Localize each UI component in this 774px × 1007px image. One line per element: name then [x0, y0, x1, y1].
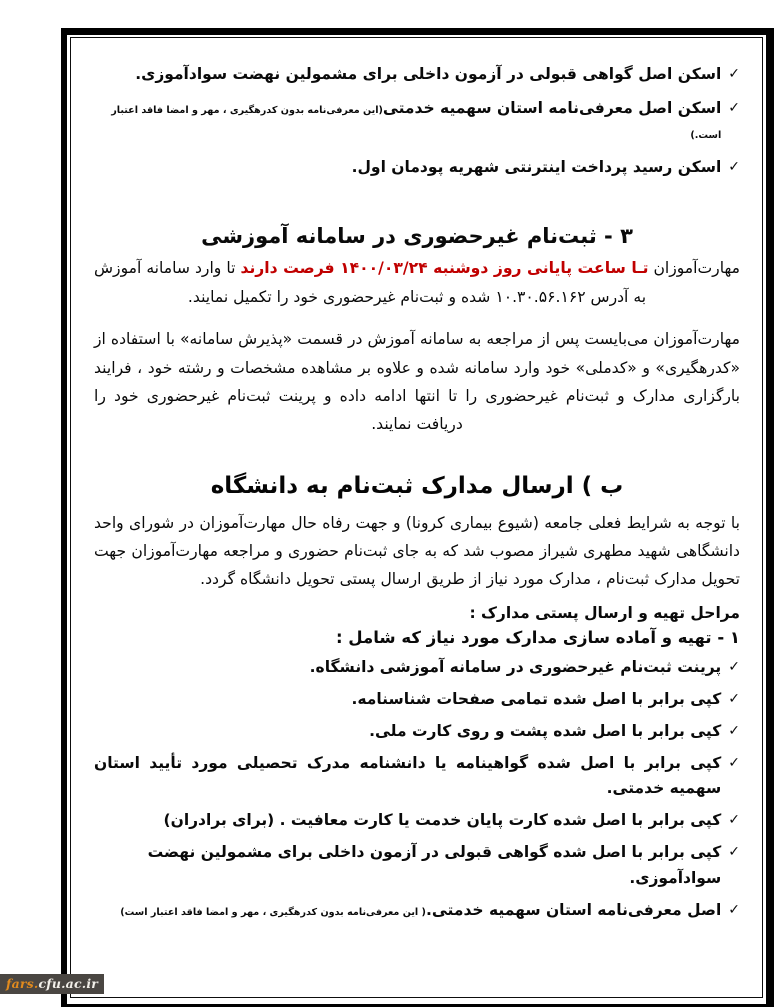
para1-part1: مهارت‌آموزان: [648, 259, 740, 278]
check-icon: ✓: [728, 812, 740, 829]
list-item-text: کپی برابر با اصل شده گواهینامه یا دانشنامه مدرک تحصیلی مورد تأیید استان سهمیه خدمتی.: [94, 754, 722, 798]
top-scan-requirements-list: [94, 62, 740, 180]
check-icon: ✓: [728, 690, 740, 707]
list-item: [94, 687, 740, 712]
list-item: [94, 808, 740, 833]
check-icon: ✓: [728, 658, 740, 675]
section-3-paragraph-2-block: [94, 325, 740, 439]
section-b-heading: ب ) ارسال مدارک ثبت‌نام به دانشگاه: [210, 472, 624, 499]
section-b-sub-heading: مراحل تهیه و ارسال پستی مدارک :: [469, 603, 740, 622]
list-item: [94, 655, 740, 680]
section-3-paragraph-1-block: [94, 254, 740, 311]
section-3-paragraph-1: [94, 254, 740, 311]
list-item-text: کپی برابر با اصل شده تمامی صفحات شناسنامه.: [351, 689, 722, 708]
scan-edge-right: [766, 28, 774, 1007]
watermark-prefix: fars.: [6, 976, 39, 991]
list-item: [94, 751, 740, 801]
list-item-text: اسکن اصل معرفی‌نامه استان سهمیه خدمتی(این معرفی‌نامه بدون کدرهگیری ، مهر و امضا فاقد اعتبار است.): [111, 99, 722, 142]
check-icon: ✓: [728, 901, 740, 918]
scan-edge-left: [61, 28, 67, 1007]
list-item-note: ( این معرفی‌نامه بدون کدرهگیری ، مهر و امضا فاقد اعتبار است): [120, 906, 426, 918]
section-3-heading: ۳ - ثبت‌نام غیرحضوری در سامانه آموزشی: [201, 224, 633, 249]
list-item: [94, 155, 740, 180]
list-item-text: اسکن اصل گواهی قبولی در آزمون داخلی برای مشمولین نهضت سوادآموزی.: [135, 65, 722, 83]
scan-edge-top: [61, 28, 774, 35]
check-icon: ✓: [728, 844, 740, 861]
list-item-text: کپی برابر با اصل شده کارت پایان خدمت یا کارت معافیت . (برای برادران): [163, 811, 722, 830]
check-icon: ✓: [728, 100, 740, 117]
section-3-paragraph-2: مهارت‌آموزان می‌بایست پس از مراجعه به سامانه آموزش در قسمت «پذیرش سامانه» با استفاده از «کدرهگیری» و «کدملی» خود وارد سامانه شده و علاوه بر مشاهده مشخصات و رشته خود ، فرایند بارگزاری مدارک و ثبت‌نام غیرحضوری را تا انتها ادامه داده و پرینت ثبت‌نام غیرحضوری خود را دریافت نمایند.: [94, 330, 740, 434]
para1-part2: تا وارد سامانه آموزش به آدرس ۱۰.۳۰.۵۶.۱۶۲ شده و ثبت‌نام غیرحضوری خود را تکمیل نمایند.: [94, 259, 647, 306]
check-icon: ✓: [728, 755, 740, 772]
site-watermark: [0, 974, 104, 994]
deadline-highlight: تـا ساعت پایانی روز دوشنبه ۱۴۰۰/۰۳/۲۴ فرصت دارند: [240, 259, 649, 278]
section-b-paragraph: با توجه به شرایط فعلی جامعه (شیوع بیماری کرونا) و جهت رفاه حال مهارت‌آموزان در شورای واحد دانشگاهی شهید مطهری شیراز مصوب شد که به جای ثبت‌نام حضوری و مراجعه مهارت‌آموزان جهت تحویل مدارک ثبت‌نام ، مدارک مورد نیاز از طریق ارسال پستی تحویل دانشگاه گردد.: [94, 513, 740, 589]
list-item-text: کپی برابر با اصل شده پشت و روی کارت ملی.: [369, 722, 722, 741]
list-item-text: اصل معرفی‌نامه استان سهمیه خدمتی.( این معرفی‌نامه بدون کدرهگیری ، مهر و امضا فاقد اعتبار است): [120, 900, 722, 919]
list-item-text: پرینت ثبت‌نام غیرحضوری در سامانه آموزشی دانشگاه.: [309, 657, 722, 676]
list-item: [94, 96, 740, 146]
check-icon: ✓: [728, 66, 740, 82]
check-icon: ✓: [728, 159, 740, 176]
section-b-step-1-heading: ۱ - تهیه و آماده سازی مدارک مورد نیاز که شامل :: [335, 627, 740, 647]
list-item: [94, 840, 740, 890]
list-item: [94, 898, 740, 923]
list-item-text: اسکن رسید پرداخت اینترنتی شهریه پودمان اول.: [351, 158, 722, 177]
watermark-suffix: cfu.ac.ir: [38, 976, 99, 991]
list-item: [94, 62, 740, 87]
required-documents-list: [94, 655, 740, 923]
check-icon: ✓: [728, 723, 740, 740]
list-item-text: کپی برابر با اصل شده گواهی قبولی در آزمون داخلی برای مشمولین نهضت سوادآموزی.: [147, 843, 722, 887]
list-item-note: (این معرفی‌نامه بدون کدرهگیری ، مهر و امضا فاقد اعتبار است.): [111, 105, 722, 142]
list-item: [94, 719, 740, 744]
document-content: [76, 40, 758, 995]
